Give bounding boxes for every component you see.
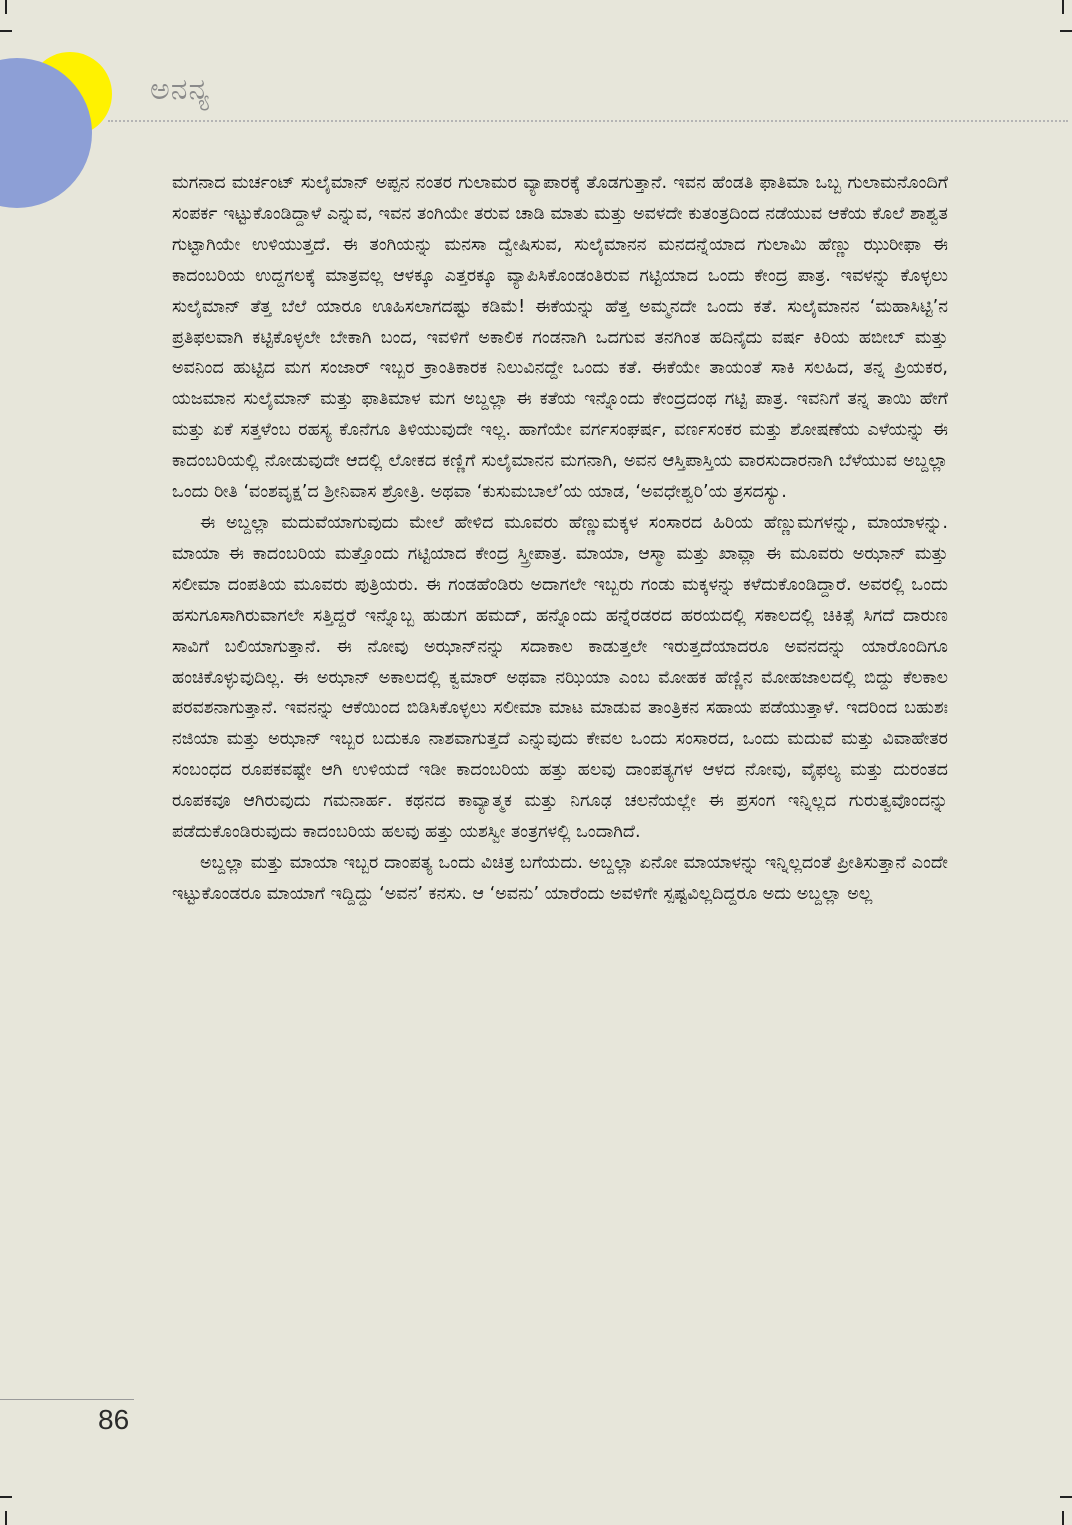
- crop-mark: [5, 0, 7, 14]
- paragraph-1: ಮಗನಾದ ಮರ್ಚಂಟ್ ಸುಲೈಮಾನ್ ಅಪ್ಪನ ನಂತರ ಗುಲಾಮರ ವ್ಯಾಪಾರಕ್ಕೆ ತೊಡಗುತ್ತಾನೆ. ಇವನ ಹೆಂಡತಿ ಫಾತಿಮಾ ಒಬ್ಬ ಗುಲಾಮನೊಂದಿಗೆ ಸಂಪರ್ಕ ಇಟ್ಟುಕೊಂಡಿದ್ದಾಳೆ ಎನ್ನುವ, ಇವನ ತಂಗಿಯೇ ತರುವ ಚಾಡಿ ಮಾತು ಮತ್ತು ಅವಳದೇ ಕುತಂತ್ರದಿಂದ ನಡೆಯುವ ಆಕೆಯ ಕೊಲೆ ಶಾಶ್ವತ ಗುಟ್ಟಾಗಿಯೇ ಉಳಿಯುತ್ತದೆ. ಈ ತಂಗಿಯನ್ನು ಮನಸಾ ದ್ವೇಷಿಸುವ, ಸುಲೈಮಾನನ ಮನದನ್ನೆಯಾದ ಗುಲಾಮಿ ಹೆಣ್ಣು ಝುರೀಫಾ ಈ ಕಾದಂಬರಿಯ ಉದ್ದಗಲಕ್ಕೆ ಮಾತ್ರವಲ್ಲ ಆಳಕ್ಕೂ ಎತ್ತರಕ್ಕೂ ವ್ಯಾಪಿಸಿಕೊಂಡಂತಿರುವ ಗಟ್ಟಿಯಾದ ಒಂದು ಕೇಂದ್ರ ಪಾತ್ರ. ಇವಳನ್ನು ಕೊಳ್ಳಲು ಸುಲೈಮಾನ್ ತೆತ್ತ ಬೆಲೆ ಯಾರೂ ಊಹಿಸಲಾಗದಷ್ಟು ಕಡಿಮೆ! ಈಕೆಯನ್ನು ಹೆತ್ತ ಅಮ್ಮನದೇ ಒಂದು ಕತೆ. ಸುಲೈಮಾನನ ‘ಮಹಾಸಿಟ್ಟಿ’ನ ಪ್ರತಿಫಲವಾಗಿ ಕಟ್ಟಿಕೊಳ್ಳಲೇ ಬೇಕಾಗಿ ಬಂದ, ಇವಳಿಗೆ ಅಕಾಲಿಕ ಗಂಡನಾಗಿ ಒದಗುವ ತನಗಿಂತ ಹದಿನೈದು ವರ್ಷ ಕಿರಿಯ ಹಬೀಬ್ ಮತ್ತು ಅವನಿಂದ ಹುಟ್ಟಿದ ಮಗ ಸಂಜಾರ್ ಇಬ್ಬರ ಕ್ರಾಂತಿಕಾರಕ ನಿಲುವಿನದ್ದೇ ಒಂದು ಕತೆ. ಈಕೆಯೇ ತಾಯಂತೆ ಸಾಕಿ ಸಲಹಿದ, ತನ್ನ ಪ್ರಿಯಕರ, ಯಜಮಾನ ಸುಲೈಮಾನ್ ಮತ್ತು ಫಾತಿಮಾಳ ಮಗ ಅಬ್ದಲ್ಲಾ ಈ ಕತೆಯ ಇನ್ನೊಂದು ಕೇಂದ್ರದಂಥ ಗಟ್ಟಿ ಪಾತ್ರ. ಇವನಿಗೆ ತನ್ನ ತಾಯಿ ಹೇಗೆ ಮತ್ತು ಏಕೆ ಸತ್ತಳೆಂಬ ರಹಸ್ಯ ಕೊನೆಗೂ ತಿಳಿಯುವುದೇ ಇಲ್ಲ. ಹಾಗೆಯೇ ವರ್ಗಸಂಘರ್ಷ, ವರ್ಣಸಂಕರ ಮತ್ತು ಶೋಷಣೆಯ ಎಳೆಯನ್ನು ಈ ಕಾದಂಬರಿಯಲ್ಲಿ ನೋಡುವುದೇ ಆದಲ್ಲಿ ಲೋಕದ ಕಣ್ಣಿಗೆ ಸುಲೈಮಾನನ ಮಗನಾಗಿ, ಅವನ ಆಸ್ತಿಪಾಸ್ತಿಯ ವಾರಸುದಾರನಾಗಿ ಬೆಳೆಯುವ ಅಬ್ದಲ್ಲಾ ಒಂದು ರೀತಿ ‘ವಂಶವೃಕ್ಷ’ದ ಶ್ರೀನಿವಾಸ ಶ್ರೋತ್ರಿ. ಅಥವಾ ‘ಕುಸುಮಬಾಲೆ’ಯ ಯಾಡ, ‘ಅವಧೇಶ್ವರಿ’ಯ ತ್ರಸದಸ್ಯು.: [172, 173, 948, 503]
- paragraph-3: ಅಬ್ದಲ್ಲಾ ಮತ್ತು ಮಾಯಾ ಇಬ್ಬರ ದಾಂಪತ್ಯ ಒಂದು ವಿಚಿತ್ರ ಬಗೆಯದು. ಅಬ್ದಲ್ಲಾ ಏನೋ ಮಾಯಾಳನ್ನು ಇನ್ನಿಲ್ಲದಂತೆ ಪ್ರೀತಿಸುತ್ತಾನೆ ಎಂದೇ ಇಟ್ಟುಕೊಂಡರೂ ಮಾಯಾಗೆ ಇದ್ದಿದ್ದು ‘ಅವನ’ ಕನಸು. ಆ ‘ಅವನು’ ಯಾರೆಂದು ಅವಳಿಗೇ ಸ್ಪಷ್ಟವಿಲ್ಲದಿದ್ದರೂ ಅದು ಅಬ್ದಲ್ಲಾ ಅಲ್ಲ: [172, 852, 948, 904]
- crop-mark: [1060, 1496, 1072, 1498]
- crop-mark: [0, 30, 12, 32]
- crop-mark: [1060, 30, 1072, 32]
- page-number: 86: [98, 1404, 130, 1435]
- header-dotted-rule: [108, 120, 1068, 122]
- crop-mark: [1062, 1511, 1064, 1525]
- body-text: [172, 168, 948, 910]
- footer-rule: [0, 1399, 134, 1400]
- running-head-title: ಅನನ್ಯ: [150, 72, 211, 107]
- crop-mark: [1062, 0, 1064, 14]
- crop-mark: [5, 1511, 7, 1525]
- crop-mark: [0, 1496, 12, 1498]
- paragraph-2: ಈ ಅಬ್ದಲ್ಲಾ ಮದುವೆಯಾಗುವುದು ಮೇಲೆ ಹೇಳಿದ ಮೂವರು ಹೆಣ್ಣುಮಕ್ಕಳ ಸಂಸಾರದ ಹಿರಿಯ ಹೆಣ್ಣುಮಗಳನ್ನು, ಮಾಯಾಳನ್ನು. ಮಾಯಾ ಈ ಕಾದಂಬರಿಯ ಮತ್ತೊಂದು ಗಟ್ಟಿಯಾದ ಕೇಂದ್ರ ಸ್ತ್ರೀಪಾತ್ರ. ಮಾಯಾ, ಆಸ್ಮಾ ಮತ್ತು ಖಾವ್ಲಾ ಈ ಮೂವರು ಅಝಾನ್ ಮತ್ತು ಸಲೀಮಾ ದಂಪತಿಯ ಮೂವರು ಪುತ್ರಿಯರು. ಈ ಗಂಡಹೆಂಡಿರು ಅದಾಗಲೇ ಇಬ್ಬರು ಗಂಡು ಮಕ್ಕಳನ್ನು ಕಳೆದುಕೊಂಡಿದ್ದಾರೆ. ಅವರಲ್ಲಿ ಒಂದು ಹಸುಗೂಸಾಗಿರುವಾಗಲೇ ಸತ್ತಿದ್ದರೆ ಇನ್ನೊಬ್ಬ ಹುಡುಗ ಹಮದ್, ಹನ್ನೊಂದು ಹನ್ನೆರಡರದ ಹರಯದಲ್ಲಿ ಸಕಾಲದಲ್ಲಿ ಚಿಕಿತ್ಸೆ ಸಿಗದೆ ದಾರುಣ ಸಾವಿಗೆ ಬಲಿಯಾಗುತ್ತಾನೆ. ಈ ನೋವು ಅಝಾನ್‌ನನ್ನು ಸದಾಕಾಲ ಕಾಡುತ್ತಲೇ ಇರುತ್ತದೆಯಾದರೂ ಅವನದನ್ನು ಯಾರೊಂದಿಗೂ ಹಂಚಿಕೊಳ್ಳುವುದಿಲ್ಲ. ಈ ಅಝಾನ್ ಅಕಾಲದಲ್ಲಿ ಕ್ವಮಾರ್ ಅಥವಾ ನಝಿಯಾ ಎಂಬ ಮೋಹಕ ಹೆಣ್ಣಿನ ಮೋಹಜಾಲದಲ್ಲಿ ಬಿದ್ದು ಕೆಲಕಾಲ ಪರವಶನಾಗುತ್ತಾನೆ. ಇವನನ್ನು ಆಕೆಯಿಂದ ಬಿಡಿಸಿಕೊಳ್ಳಲು ಸಲೀಮಾ ಮಾಟ ಮಾಡುವ ತಾಂತ್ರಿಕನ ಸಹಾಯ ಪಡೆಯುತ್ತಾಳೆ. ಇದರಿಂದ ಬಹುಶಃ ನಜಿಯಾ ಮತ್ತು ಅಝಾನ್ ಇಬ್ಬರ ಬದುಕೂ ನಾಶವಾಗುತ್ತದೆ ಎನ್ನುವುದು ಕೇವಲ ಒಂದು ಸಂಸಾರದ, ಒಂದು ಮದುವೆ ಮತ್ತು ವಿವಾಹೇತರ ಸಂಬಂಧದ ರೂಪಕವಷ್ಟೇ ಆಗಿ ಉಳಿಯದೆ ಇಡೀ ಕಾದಂಬರಿಯ ಹತ್ತು ಹಲವು ದಾಂಪತ್ಯಗಳ ಆಳದ ನೋವು, ವೈಫಲ್ಯ ಮತ್ತು ದುರಂತದ ರೂಪಕವೂ ಆಗಿರುವುದು ಗಮನಾರ್ಹ. ಕಥನದ ಕಾವ್ಯಾತ್ಮಕ ಮತ್ತು ನಿಗೂಢ ಚಲನೆಯಲ್ಲೇ ಈ ಪ್ರಸಂಗ ಇನ್ನಿಲ್ಲದ ಗುರುತ್ವವೊಂದನ್ನು ಪಡೆದುಕೊಂಡಿರುವುದು ಕಾದಂಬರಿಯ ಹಲವು ಹತ್ತು ಯಶಸ್ವೀ ತಂತ್ರಗಳಲ್ಲಿ ಒಂದಾಗಿದೆ.: [172, 512, 948, 843]
